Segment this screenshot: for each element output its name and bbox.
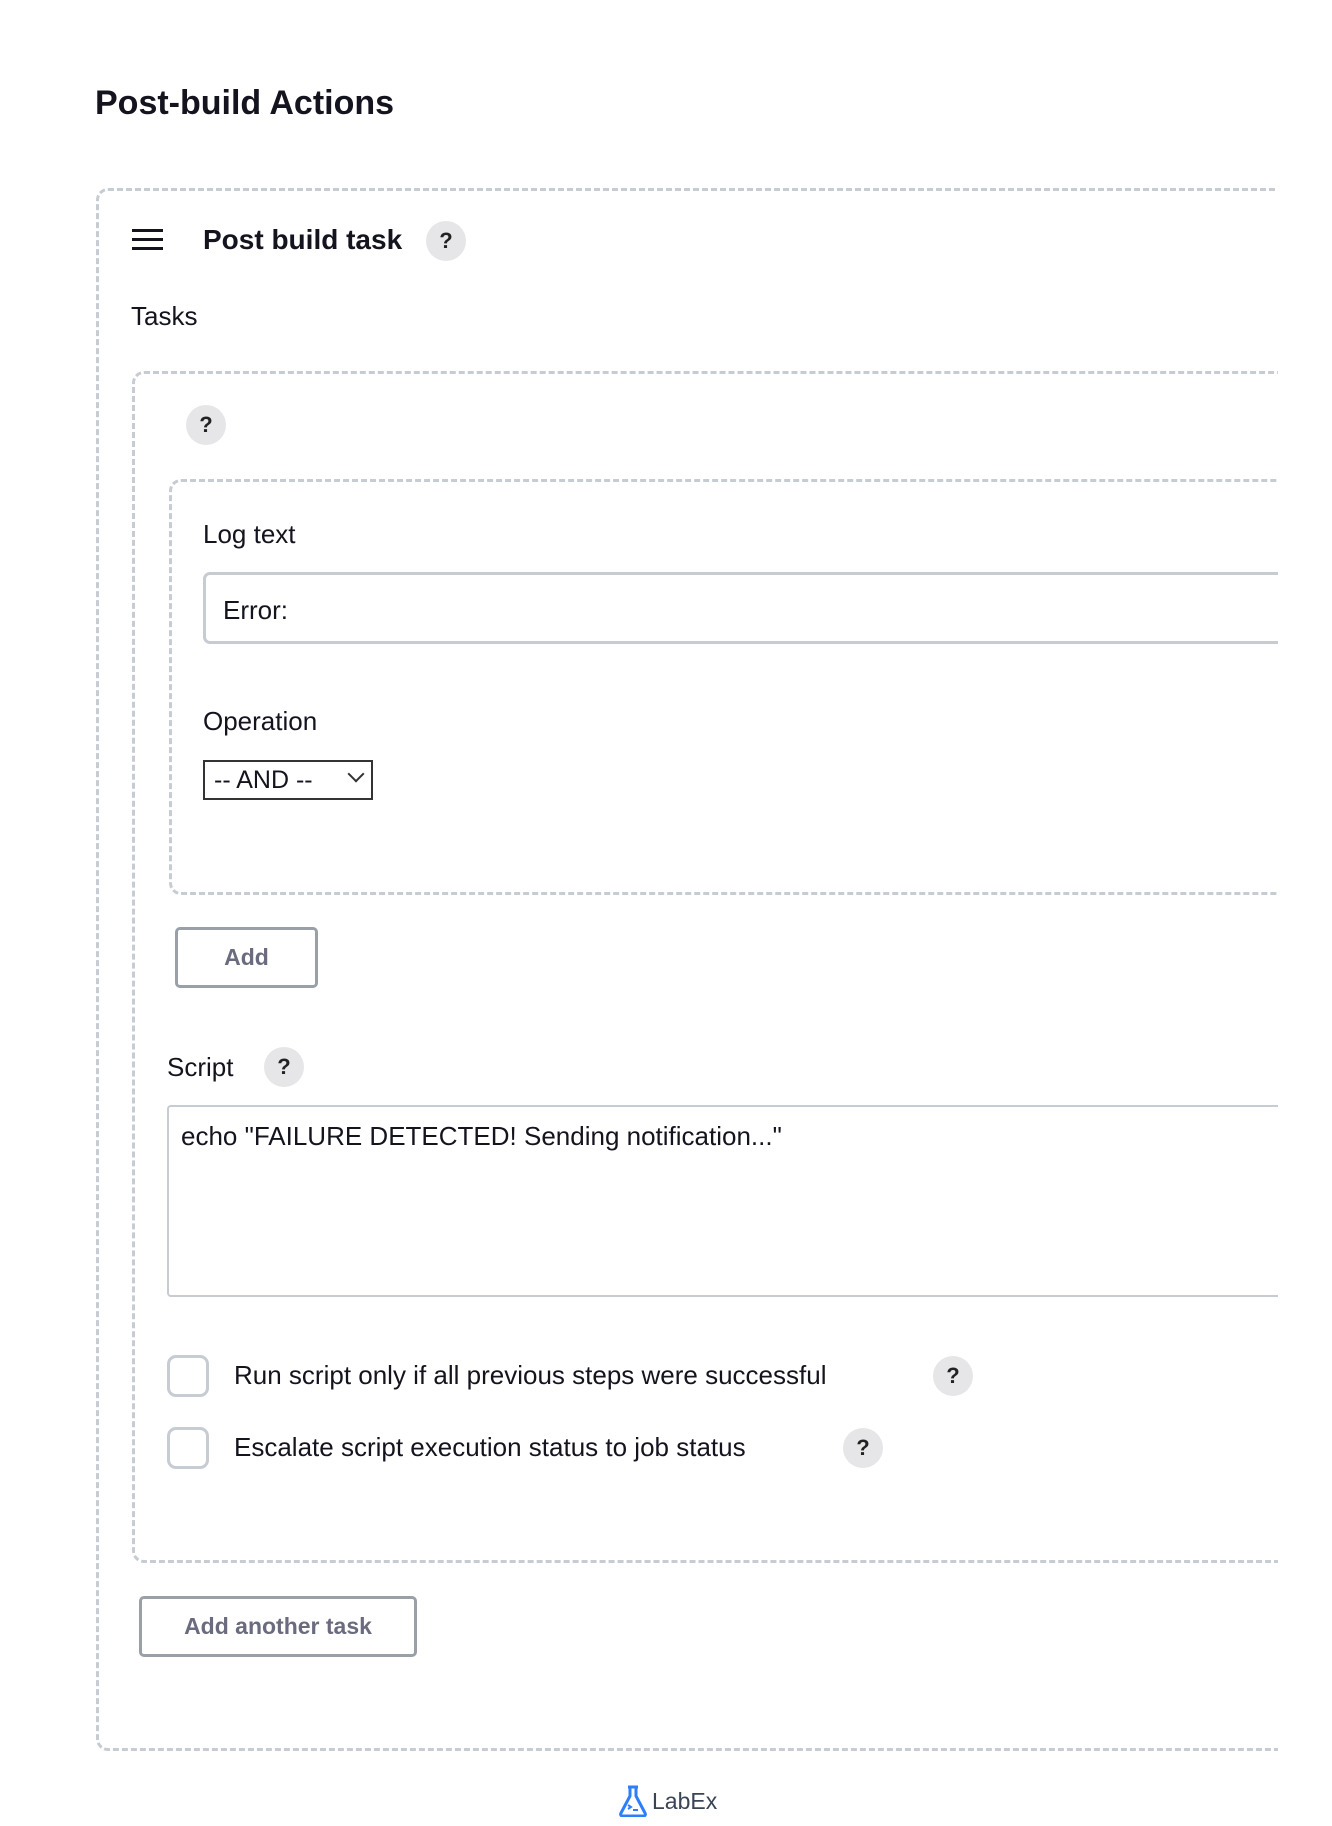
labex-logo bbox=[618, 1784, 717, 1818]
logo-text: LabEx bbox=[652, 1787, 718, 1814]
log-text-value: Error: bbox=[223, 595, 288, 625]
log-text-input[interactable] bbox=[203, 572, 1278, 644]
operation-select[interactable] bbox=[203, 760, 373, 800]
escalate-status-help-icon[interactable]: ? bbox=[843, 1428, 883, 1468]
script-value: echo "FAILURE DETECTED! Sending notification..." bbox=[181, 1121, 782, 1151]
script-textarea[interactable] bbox=[167, 1105, 1278, 1297]
chevron-down-icon bbox=[348, 766, 365, 783]
flask-icon bbox=[618, 1785, 648, 1817]
tasks-label: Tasks bbox=[131, 301, 198, 331]
log-text-block bbox=[169, 479, 1278, 895]
run-if-successful-label[interactable]: Run script only if all previous steps were successful bbox=[234, 1360, 827, 1390]
operation-label: Operation bbox=[203, 706, 318, 736]
log-text-label: Log text bbox=[203, 519, 296, 549]
add-another-task-button[interactable]: Add another task bbox=[139, 1596, 417, 1657]
escalate-status-label[interactable]: Escalate script execution status to job status bbox=[234, 1432, 746, 1462]
run-if-successful-checkbox[interactable] bbox=[167, 1355, 209, 1397]
script-help-icon[interactable]: ? bbox=[264, 1047, 304, 1087]
plugin-help-icon[interactable]: ? bbox=[426, 221, 466, 261]
section-title: Post-build Actions bbox=[95, 84, 395, 122]
run-if-successful-help-icon[interactable]: ? bbox=[933, 1356, 973, 1396]
script-label: Script bbox=[167, 1052, 234, 1082]
task-help-icon[interactable]: ? bbox=[186, 405, 226, 445]
drag-handle-icon[interactable] bbox=[132, 229, 163, 251]
escalate-status-checkbox[interactable] bbox=[167, 1427, 209, 1469]
operation-value: -- AND -- bbox=[214, 766, 313, 794]
plugin-title: Post build task bbox=[203, 224, 403, 255]
add-button[interactable]: Add bbox=[175, 927, 318, 988]
